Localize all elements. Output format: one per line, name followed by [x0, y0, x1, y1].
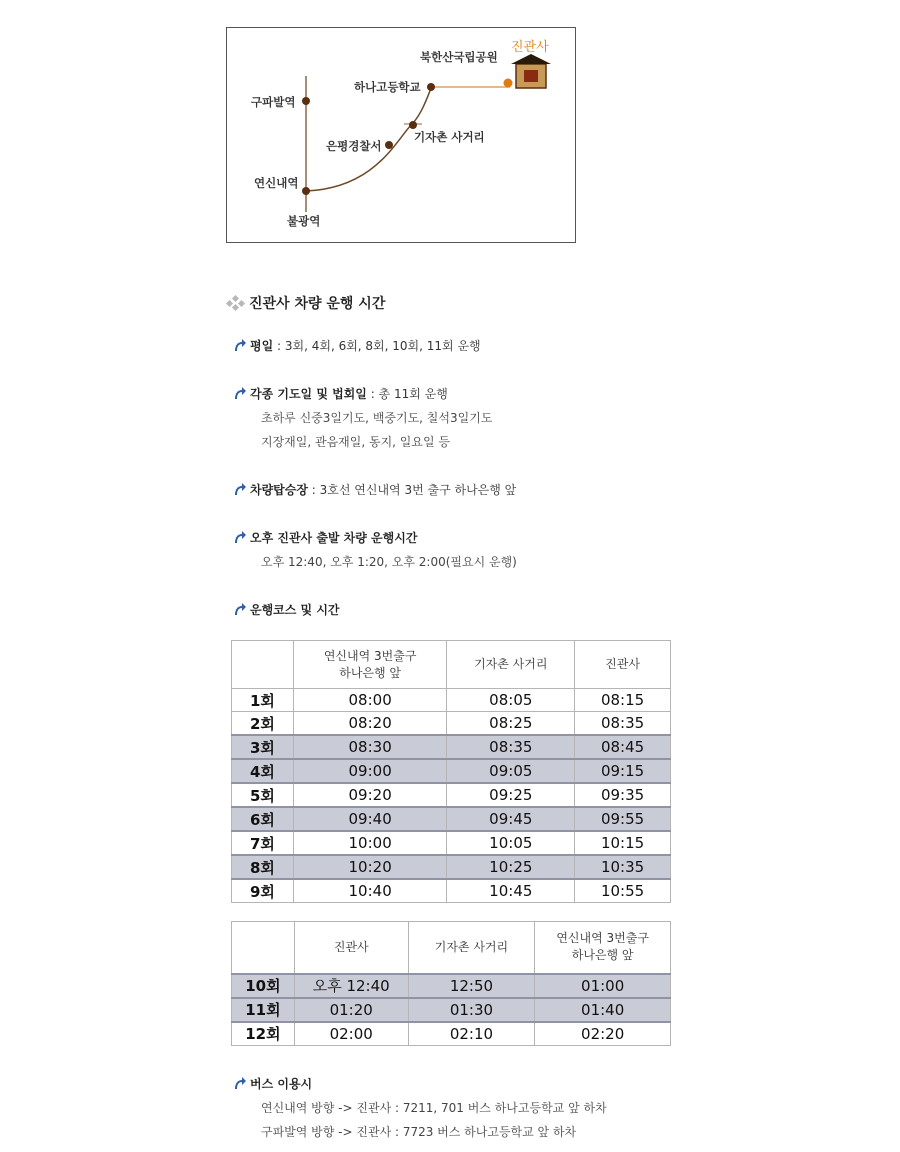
section-title — [226, 293, 385, 313]
temple-marker — [504, 79, 513, 88]
table-header-corner — [232, 641, 294, 689]
curved-arrow-icon — [232, 386, 246, 400]
table-header-corner — [232, 922, 295, 974]
row-label: 10회 — [232, 974, 295, 998]
time-cell: 02:10 — [408, 1022, 535, 1046]
time-cell: 08:30 — [293, 735, 447, 759]
map-label-gijachon: 기자촌 사거리 — [414, 130, 485, 144]
item-prayer-label: 각종 기도일 및 법회일 — [250, 387, 367, 401]
time-cell: 12:50 — [408, 974, 535, 998]
item-weekday — [232, 337, 481, 354]
map-label-park: 북한산국립공원 — [420, 50, 498, 64]
table-row — [232, 855, 671, 879]
item-bus-label: 버스 이용시 — [250, 1077, 313, 1091]
table-row — [232, 998, 671, 1022]
row-label: 5회 — [232, 783, 294, 807]
time-cell: 08:20 — [293, 712, 447, 736]
row-label: 9회 — [232, 879, 294, 903]
time-cell: 09:20 — [293, 783, 447, 807]
table-row — [232, 712, 671, 736]
table-header-cell: 연신내역 3번출구 하나은행 앞 — [293, 641, 447, 689]
row-label: 4회 — [232, 759, 294, 783]
item-prayer-sub2: 지장재일, 관음재일, 동지, 일요일 등 — [261, 435, 450, 449]
table-header-cell: 연신내역 3번출구 하나은행 앞 — [535, 922, 671, 974]
table-row — [232, 759, 671, 783]
item-prayer-sub1: 초하루 신중3일기도, 백중기도, 칠석3일기도 — [261, 411, 493, 425]
curved-arrow-icon — [232, 1076, 246, 1090]
time-cell: 08:35 — [575, 712, 671, 736]
row-label: 3회 — [232, 735, 294, 759]
table-row — [232, 831, 671, 855]
item-prayer — [232, 385, 448, 402]
time-cell: 09:40 — [293, 807, 447, 831]
item-course — [232, 601, 340, 618]
time-cell: 08:00 — [293, 689, 447, 712]
map-label-temple: 진관사 — [511, 40, 549, 55]
time-cell: 09:25 — [447, 783, 575, 807]
row-label: 11회 — [232, 998, 295, 1022]
location-map — [226, 27, 576, 243]
item-prayer-text: : 총 11회 운행 — [366, 387, 448, 401]
item-afternoon — [232, 529, 417, 546]
time-cell: 08:15 — [575, 689, 671, 712]
diamond-bullet-icon — [226, 295, 246, 311]
section-title-text: 진관사 차량 운행 시간 — [249, 296, 386, 312]
item-afternoon-sub1: 오후 12:40, 오후 1:20, 오후 2:00(필요시 운행) — [261, 555, 517, 569]
table-row — [232, 807, 671, 831]
time-cell: 08:45 — [575, 735, 671, 759]
table-header-cell: 기자촌 사거리 — [408, 922, 535, 974]
row-label: 1회 — [232, 689, 294, 712]
curved-arrow-icon — [232, 530, 246, 544]
table-header-cell: 진관사 — [294, 922, 408, 974]
time-cell: 02:00 — [294, 1022, 408, 1046]
time-cell: 10:00 — [293, 831, 447, 855]
curved-arrow-icon — [232, 482, 246, 496]
item-afternoon-label: 오후 진관사 출발 차량 운행시간 — [250, 531, 418, 545]
time-cell: 01:40 — [535, 998, 671, 1022]
schedule-table-afternoon — [231, 921, 671, 1046]
row-label: 8회 — [232, 855, 294, 879]
time-cell: 02:20 — [535, 1022, 671, 1046]
yeonsinnae-marker — [302, 187, 310, 195]
time-cell: 01:30 — [408, 998, 535, 1022]
table-row — [232, 1022, 671, 1046]
time-cell: 01:00 — [535, 974, 671, 998]
time-cell: 08:35 — [447, 735, 575, 759]
map-label-yeonsinnae: 연신내역 — [254, 176, 299, 190]
time-cell: 10:55 — [575, 879, 671, 903]
row-label: 7회 — [232, 831, 294, 855]
table-header-row — [232, 922, 671, 974]
map-label-police: 은평경찰서 — [326, 139, 382, 153]
map-label-bulgwang: 불광역 — [287, 214, 321, 228]
item-weekday-label: 평일 — [250, 339, 274, 353]
map-label-gupabal: 구파발역 — [251, 95, 296, 109]
time-cell: 09:05 — [447, 759, 575, 783]
time-cell: 10:40 — [293, 879, 447, 903]
table-row — [232, 879, 671, 903]
item-bus-sub2: 구파발역 방향 -> 진관사 : 7723 버스 하나고등학교 앞 하차 — [261, 1125, 577, 1139]
item-bus — [232, 1075, 312, 1092]
table-header-cell: 기자촌 사거리 — [447, 641, 575, 689]
time-cell: 10:20 — [293, 855, 447, 879]
table-row — [232, 974, 671, 998]
time-cell: 오후 12:40 — [294, 974, 408, 998]
item-boarding — [232, 481, 516, 498]
table-header-cell: 진관사 — [575, 641, 671, 689]
table-row — [232, 783, 671, 807]
row-label: 12회 — [232, 1022, 295, 1046]
gupabal-marker — [302, 97, 310, 105]
item-weekday-text: : 3회, 4회, 6회, 8회, 10회, 11회 운행 — [273, 339, 481, 353]
time-cell: 09:00 — [293, 759, 447, 783]
schedule-table-morning — [231, 640, 671, 903]
item-boarding-text: : 3호선 연신내역 3번 출구 하나은행 앞 — [307, 483, 517, 497]
time-cell: 09:15 — [575, 759, 671, 783]
time-cell: 10:35 — [575, 855, 671, 879]
map-drawing — [227, 28, 575, 242]
time-cell: 09:35 — [575, 783, 671, 807]
item-boarding-label: 차량탑승장 — [250, 483, 308, 497]
police-marker — [385, 141, 393, 149]
gijachon-marker — [409, 121, 417, 129]
map-label-school: 하나고등학교 — [354, 80, 421, 94]
temple-icon — [511, 54, 551, 88]
time-cell: 09:45 — [447, 807, 575, 831]
table-row — [232, 689, 671, 712]
time-cell: 08:05 — [447, 689, 575, 712]
table-row — [232, 735, 671, 759]
time-cell: 08:25 — [447, 712, 575, 736]
item-bus-sub1: 연신내역 방향 -> 진관사 : 7211, 701 버스 하나고등학교 앞 하차 — [261, 1101, 607, 1115]
table-header-row — [232, 641, 671, 689]
item-course-label: 운행코스 및 시간 — [250, 603, 340, 617]
row-label: 6회 — [232, 807, 294, 831]
time-cell: 10:45 — [447, 879, 575, 903]
row-label: 2회 — [232, 712, 294, 736]
time-cell: 01:20 — [294, 998, 408, 1022]
school-marker — [427, 83, 435, 91]
time-cell: 09:55 — [575, 807, 671, 831]
time-cell: 10:25 — [447, 855, 575, 879]
time-cell: 10:15 — [575, 831, 671, 855]
time-cell: 10:05 — [447, 831, 575, 855]
curved-arrow-icon — [232, 602, 246, 616]
curved-arrow-icon — [232, 338, 246, 352]
